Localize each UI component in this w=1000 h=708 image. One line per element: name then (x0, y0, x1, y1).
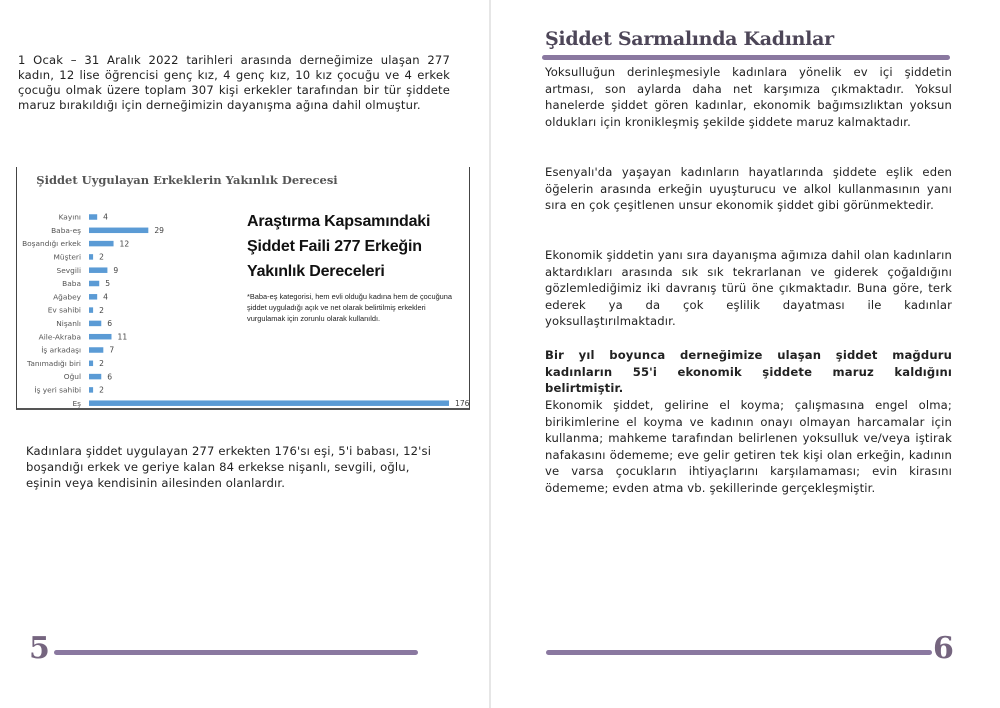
category-label: Sevgili (56, 265, 81, 275)
category-label: Ağabey (53, 292, 81, 302)
bar (89, 374, 101, 380)
footer-rule-left (54, 650, 418, 655)
category-label: Eş (72, 398, 81, 408)
bar (89, 214, 97, 220)
page-number-left: 5 (29, 631, 50, 666)
data-label: 2 (99, 252, 104, 262)
bar (89, 334, 112, 340)
bar (89, 254, 93, 260)
data-label: 7 (109, 345, 115, 355)
paragraph-economic-violence: Ekonomik şiddetin yanı sıra dayanışma ağımıza dahil olan kadınların aktardıkları arasında sık sık tekrarlanan ve giderek çoğaldığını gözlemlediğimiz iki davranış türü öne çıkmaktadır. Buna göre, terk ederek ya da çok eşlilik dayatması ile kadınlar yoksullaştırılmaktadır. (545, 248, 952, 329)
bar (89, 361, 93, 367)
category-label: İş yeri sahibi (34, 385, 81, 395)
chart-side-heading: Araştırma Kapsamındaki Şiddet Faili 277 Erkeğin Yakınlık Dereceleri (247, 213, 431, 280)
bar (89, 228, 148, 234)
category-label: Baba (62, 279, 81, 289)
paragraph-highlight-statistic: Bir yıl boyunca derneğimize ulaşan şiddet mağduru kadınların 55'i ekonomik şiddete maruz kaldığını belirtmiştir. (545, 348, 952, 396)
data-label: 2 (99, 385, 104, 395)
category-label: Ev sahibi (47, 305, 81, 315)
bar (89, 281, 99, 287)
bar (89, 267, 107, 273)
paragraph-poverty-violence: Yoksulluğun derinleşmesiyle kadınlara yönelik ev içi şiddetin artması, son aylarda daha net karşımıza çıkmaktadır. Yoksul hanelerde şiddet gören kadınlar, ekonomik bağımsızlıktan yoksun oldukları için kronikleşmiş şekilde şiddete maruz kalmaktadır. (545, 65, 952, 129)
data-label: 29 (154, 226, 164, 235)
data-label: 9 (113, 265, 119, 275)
data-label: 2 (99, 359, 104, 368)
footer-rule-right (546, 650, 932, 655)
bar (89, 241, 114, 247)
category-label: Oğul (63, 372, 81, 382)
summary-paragraph: Kadınlara şiddet uygulayan 277 erkekten 176'sı eşi, 5'i babası, 12'si boşandığı erkek ve geriye kalan 84 erkekse nişanlı, sevgili, oğlu, eşinin veya kendisinin ailesinden olanlardır. (26, 444, 432, 490)
data-label: 176 (455, 398, 469, 408)
bar (89, 294, 97, 300)
category-label: Aile-Akraba (38, 332, 81, 342)
bar (89, 400, 449, 406)
category-label: İş arkadaşı (41, 345, 81, 355)
data-label: 4 (103, 292, 109, 302)
intro-paragraph: 1 Ocak – 31 Aralık 2022 tarihleri arasında derneğimize ulaşan 277 kadın, 12 lise öğrencisi genç kız, 4 genç kız, 10 kız çocuğu ve 4 erkek çocuğu olmak üzere toplam 307 kişi erkekler tarafından bir tür şiddete maruz bırakıldığı için derneğimizin dayanışma ağına dahil olmuştur. (18, 53, 450, 112)
category-label: Nişanlı (56, 319, 81, 328)
paragraph-esenyali: Esenyalı'da yaşayan kadınların hayatlarında şiddete eşlik eden öğelerin arasında erkeğin uyuşturucu ve alkol kullanmasının yanı sıra en çok çeşitlenen unsur ekonomik şiddet gibi görünmektedir. (545, 165, 952, 213)
data-label: 5 (105, 279, 111, 289)
data-label: 2 (99, 305, 104, 315)
data-label: 4 (103, 212, 109, 222)
data-label: 6 (107, 319, 113, 329)
chart-canvas (17, 167, 469, 408)
category-label: Boşandığı erkek (22, 239, 81, 249)
bar (89, 347, 103, 353)
category-label: Tanımadığı biri (27, 358, 81, 368)
bar (89, 307, 93, 313)
bar (89, 321, 101, 327)
data-label: 12 (119, 239, 130, 249)
title-underline (542, 55, 950, 60)
page-number-right: 6 (933, 631, 954, 666)
section-title: Şiddet Sarmalında Kadınlar (545, 28, 834, 50)
relationship-bar-chart (16, 167, 470, 410)
data-label: 11 (117, 332, 128, 342)
category-label: Müşteri (53, 252, 81, 262)
bar (89, 387, 93, 393)
data-label: 6 (107, 372, 113, 382)
chart-title: Şiddet Uygulayan Erkeklerin Yakınlık Derecesi (36, 173, 338, 187)
paragraph-economic-forms: Ekonomik şiddet, gelirine el koyma; çalışmasına engel olma; birikimlerine el koyma ve kadının onayı olmayan harcamalar için kullanma; mahkeme tarafından belirlenen yoksulluk ve/veya iştirak nafakasını ödememe; eve gelir getiren tek kişi olan erkeğin, kadının ve varsa çocukların ihtiyaçlarını karşılamaması; evin kirasını ödememe; evden atma vb. şekillerinde gerçekleşmiştir. (545, 398, 952, 495)
category-label: Baba-eş (51, 225, 81, 235)
chart-footnote: *Baba-eş kategorisi, hem evli olduğu kadına hem de çocuğuna şiddet uyguladığı açık ve net olarak belirtilmiş erkekleri vurgulamak için zorunlu olarak kullanıldı. (247, 292, 453, 323)
category-label: Kayını (58, 212, 81, 222)
